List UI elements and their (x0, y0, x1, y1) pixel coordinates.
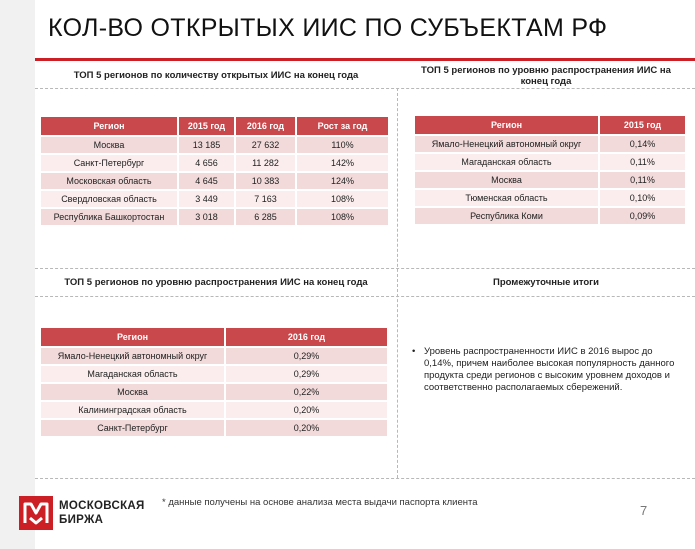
region-cell: Москва (41, 384, 226, 400)
table-top5-penetration-2015 (415, 114, 685, 226)
title-underline (35, 58, 695, 61)
column-header: Регион (41, 328, 226, 346)
value-cell: 13 185 (179, 137, 236, 153)
region-cell: Свердловская область (41, 191, 179, 207)
value-cell: 0,11% (600, 172, 685, 188)
table2-heading (400, 65, 692, 87)
summary-bullet: • Уровень распространенности ИИС в 2016 вырос до 0,14%, причем наиболее высокая популярность данного продукта среди регионов с высоким уровнем доходов и соответственно располагаемых сбережений. (410, 346, 682, 394)
table-header-row (415, 116, 685, 134)
left-margin-strip (0, 0, 35, 549)
value-cell: 0,09% (600, 208, 685, 224)
table-row (415, 172, 685, 188)
table-row (41, 209, 388, 225)
region-cell: Санкт-Петербург (41, 420, 226, 436)
table2-heading-line2: конец года (520, 76, 572, 87)
value-cell: 7 163 (236, 191, 297, 207)
value-cell: 0,10% (600, 190, 685, 206)
table-header-row (41, 328, 387, 346)
column-header: 2016 год (236, 117, 297, 135)
region-cell: Санкт-Петербург (41, 155, 179, 171)
divider-top (35, 88, 695, 89)
moex-logo-icon (19, 496, 53, 530)
value-cell: 11 282 (236, 155, 297, 171)
table-row (41, 420, 387, 436)
column-header: Рост за год (297, 117, 388, 135)
table-top5-penetration-2016 (41, 326, 387, 438)
summary-bullet-list (410, 346, 682, 394)
value-cell: 0,29% (226, 366, 387, 382)
value-cell: 6 285 (236, 209, 297, 225)
logo-line2: БИРЖА (59, 514, 104, 526)
value-cell: 4 645 (179, 173, 236, 189)
value-cell: 0,22% (226, 384, 387, 400)
region-cell: Тюменская область (415, 190, 600, 206)
table-row (415, 136, 685, 152)
value-cell: 0,20% (226, 402, 387, 418)
divider-bottom (35, 478, 695, 479)
value-cell: 108% (297, 191, 388, 207)
column-header: Регион (41, 117, 179, 135)
value-cell: 4 656 (179, 155, 236, 171)
table-row (415, 208, 685, 224)
column-header: Регион (415, 116, 600, 134)
divider-middle-lower (35, 296, 695, 297)
value-cell: 3 449 (179, 191, 236, 207)
table-row (41, 155, 388, 171)
region-cell: Магаданская область (41, 366, 226, 382)
divider-middle (35, 268, 695, 269)
table2-heading-line1: ТОП 5 регионов по уровню распространения ИИС на (421, 65, 671, 76)
column-header: 2015 год (179, 117, 236, 135)
table-row (41, 173, 388, 189)
value-cell: 27 632 (236, 137, 297, 153)
logo-wordmark (59, 499, 145, 527)
divider-vertical (397, 88, 398, 478)
region-cell: Ямало-Ненецкий автономный округ (41, 348, 226, 364)
footnote: * данные получены на основе анализа места выдачи паспорта клиента (162, 497, 478, 508)
table-header-row (41, 117, 388, 135)
value-cell: 0,29% (226, 348, 387, 364)
region-cell: Калининградская область (41, 402, 226, 418)
table-row (41, 366, 387, 382)
region-cell: Москва (415, 172, 600, 188)
slide-title: КОЛ-ВО ОТКРЫТЫХ ИИС ПО СУБЪЕКТАМ РФ (48, 14, 608, 42)
table-row (41, 348, 387, 364)
value-cell: 142% (297, 155, 388, 171)
table-row (41, 384, 387, 400)
region-cell: Республика Коми (415, 208, 600, 224)
table-row (41, 191, 388, 207)
region-cell: Московская область (41, 173, 179, 189)
region-cell: Москва (41, 137, 179, 153)
table-row (41, 402, 387, 418)
table-row (415, 154, 685, 170)
table3-heading: ТОП 5 регионов по уровню распространения ИИС на конец года (64, 277, 368, 288)
region-cell: Республика Башкортостан (41, 209, 179, 225)
value-cell: 0,11% (600, 154, 685, 170)
value-cell: 10 383 (236, 173, 297, 189)
column-header: 2016 год (226, 328, 387, 346)
page-number: 7 (640, 503, 648, 518)
table-row (41, 137, 388, 153)
value-cell: 0,14% (600, 136, 685, 152)
value-cell: 110% (297, 137, 388, 153)
value-cell: 3 018 (179, 209, 236, 225)
logo-line1: МОСКОВСКАЯ (59, 500, 145, 512)
table-row (415, 190, 685, 206)
region-cell: Магаданская область (415, 154, 600, 170)
value-cell: 124% (297, 173, 388, 189)
value-cell: 108% (297, 209, 388, 225)
summary-heading: Промежуточные итоги (493, 277, 599, 288)
region-cell: Ямало-Ненецкий автономный округ (415, 136, 600, 152)
table1-heading: ТОП 5 регионов по количеству открытых ИИС на конец года (73, 70, 359, 81)
column-header: 2015 год (600, 116, 685, 134)
value-cell: 0,20% (226, 420, 387, 436)
table-top5-count (41, 115, 388, 227)
